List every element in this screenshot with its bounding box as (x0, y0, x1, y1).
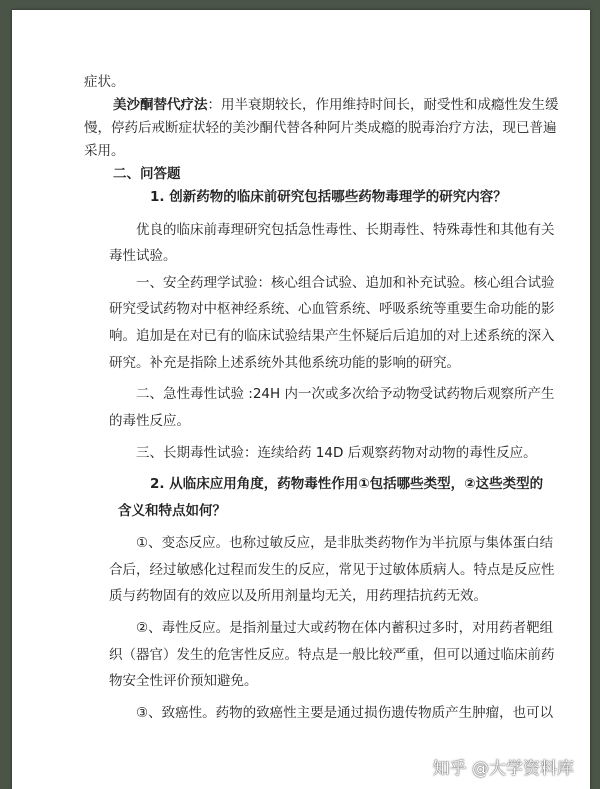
document-page (12, 10, 590, 789)
text-line: 一、安全药理学试验：核心组合试验、追加和补充试验。核心组合试验 (136, 275, 555, 291)
question-1: 1. 创新药物的临床前研究包括哪些药物毒理学的研究内容？ (150, 189, 507, 205)
text-line: 慢，停药后戒断症状轻的美沙酮代替各种阿片类成瘾的脱毒治疗方法，现已普遍 (84, 120, 557, 136)
text-line: 研究。补充是指除上述系统外其他系统功能的影响的研究。 (109, 355, 460, 371)
text-line: 毒性试验。 (109, 248, 177, 264)
text-line: 响。追加是在对已有的临床试验结果产生怀疑后后追加的对上述系统的深入 (109, 328, 555, 344)
question-2: 2. 从临床应用角度，药物毒性作用①包括哪些类型，②这些类型的 (150, 476, 544, 492)
text-line: 优良的临床前毒理研究包括急性毒性、长期毒性、特殊毒性和其他有关 (136, 222, 555, 238)
text-line: ①、变态反应。也称过敏反应，是非肽类药物作为半抗原与集体蛋白结 (136, 535, 554, 551)
text-line: 物安全性评价预知避免。 (109, 673, 258, 689)
text-line (113, 96, 559, 114)
term-methadone: 美沙酮替代疗法 (113, 97, 208, 113)
text-line: 采用。 (84, 143, 125, 159)
text-line: 二、急性毒性试验 :24H 内一次或多次给予动物受试药物后观察所产生 (136, 386, 555, 402)
text-line: 的毒性反应。 (109, 413, 190, 429)
text-line: 织（器官）发生的危害性反应。特点是一般比较严重，但可以通过临床前药 (109, 647, 555, 663)
text-line: 症状。 (84, 74, 125, 90)
text-line: ②、毒性反应。是指剂量过大或药物在体内蓄积过多时，对用药者靶组 (136, 620, 554, 636)
text-line: 质与药物固有的效应以及所用剂量均无关，用药理拮抗药无效。 (109, 588, 487, 604)
text-line: 三、长期毒性试验：连续给药 14D 后观察药物对动物的毒性反应。 (136, 445, 537, 461)
term-definition: ：用半衰期较长，作用维持时间长，耐受性和成瘾性发生缓 (207, 97, 559, 113)
section-heading: 二、问答题 (113, 166, 181, 182)
question-2-cont: 含义和特点如何？ (118, 503, 226, 519)
text-line: ③、致癌性。药物的致癌性主要是通过损伤遗传物质产生肿瘤，也可以 (136, 705, 554, 721)
text-line: 研究受试药物对中枢神经系统、心血管系统、呼吸系统等重要生命功能的影 (109, 301, 555, 317)
watermark: 知乎 @大学资料库 (432, 759, 574, 779)
text-line: 合后，经过敏感化过程而发生的反应，常见于过敏体质病人。特点是反应性 (109, 562, 555, 578)
